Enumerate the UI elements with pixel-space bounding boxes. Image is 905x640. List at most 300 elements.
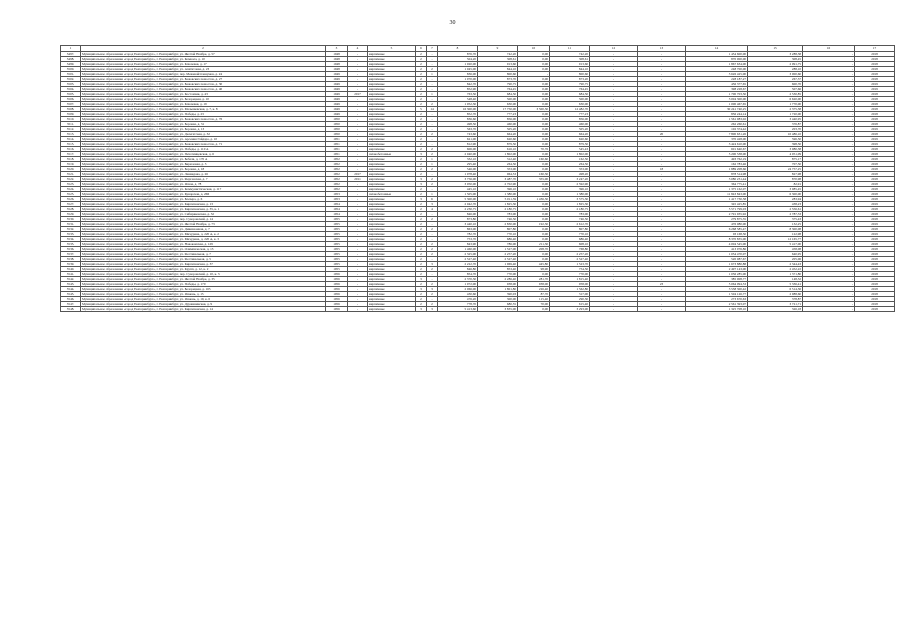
table-cell: 3 050,00 — [438, 182, 478, 187]
table-cell: 596,50 — [748, 137, 803, 142]
table-cell: 770,10 — [550, 232, 590, 237]
table-cell: Муниципальное образование «город Екатеринбург», г. Екатеринбург, ул. Бажовских помостов, д. 71 — [81, 142, 326, 147]
table-cell: 548,40 — [438, 97, 478, 102]
table-cell: - — [427, 277, 438, 282]
table-cell: 1956 — [326, 272, 348, 277]
table-cell: - — [638, 172, 686, 177]
table-cell: кирпичные — [368, 107, 416, 112]
table-cell: 664,20 — [478, 132, 518, 137]
table-cell: 2018 — [855, 72, 895, 77]
table-cell: 958,00 — [550, 282, 590, 287]
table-cell: - — [590, 242, 638, 247]
table-cell: Муниципальное образование «город Екатеринбург», г. Екатеринбург, ул. Ленвидова, д. 26 — [81, 172, 326, 177]
table-cell: 0,00 — [518, 217, 550, 222]
table-cell: 545,43 — [550, 147, 590, 152]
table-cell: 10 486,10 — [748, 132, 803, 137]
table-cell: 6 — [427, 197, 438, 202]
table-cell: - — [348, 277, 368, 282]
page-number: 30 — [449, 20, 456, 26]
column-header: 11 — [550, 46, 590, 52]
table-cell: - — [348, 147, 368, 152]
table-cell: 1 562,80 — [550, 287, 590, 292]
table-cell: 2 — [427, 267, 438, 272]
table-cell: кирпичные — [368, 92, 416, 97]
table-cell: - — [348, 57, 368, 62]
table-cell: Муниципальное образование «город Екатеринбург», г. Екатеринбург, ул. Ферганская, д. 7 — [81, 177, 326, 182]
table-cell: кирпичные — [368, 162, 416, 167]
column-header: 14 — [686, 46, 748, 52]
table-cell: 870,98 — [748, 177, 803, 182]
table-cell: Муниципальное образование «город Екатеринбург», г. Екатеринбург, ул. Мичурина, д. 220 А, к. 2 — [81, 232, 326, 237]
column-header: 2 — [81, 46, 326, 52]
table-cell: 6 514,36 — [748, 287, 803, 292]
table-cell: 2 — [416, 237, 427, 242]
table-cell: 2 — [416, 97, 427, 102]
table-cell: 1955 — [326, 252, 348, 257]
table-cell: - — [803, 172, 855, 177]
table-cell: 3 487,70 — [478, 177, 518, 182]
table-cell: - — [348, 82, 368, 87]
table-cell: кирпичные — [368, 272, 416, 277]
table-cell: 856,00 — [550, 117, 590, 122]
table-cell: 3547. — [61, 302, 81, 307]
table-cell: 6 268 585,47 — [686, 227, 748, 232]
table-cell: 2018 — [855, 217, 895, 222]
table-cell: 0,00 — [518, 77, 550, 82]
table-cell: 1956 — [326, 307, 348, 312]
table-cell: 3 — [427, 307, 438, 312]
table-cell: 390,03 — [478, 292, 518, 297]
table-cell: 460,00 — [550, 122, 590, 127]
table-cell: 3507. — [61, 102, 81, 107]
table-cell: 1951 — [326, 147, 348, 152]
table-cell: - — [803, 117, 855, 122]
table-cell: 1951 — [326, 142, 348, 147]
table-cell: 2 — [416, 252, 427, 257]
table-cell: 279 875,35 — [686, 217, 748, 222]
table-cell: 8 370 835,00 — [686, 237, 748, 242]
table-cell: 2017 — [348, 92, 368, 97]
table-cell: - — [427, 122, 438, 127]
table-cell: 2 — [416, 242, 427, 247]
table-cell: 2 — [427, 302, 438, 307]
table-cell: 208,70 — [518, 247, 550, 252]
table-cell: 2 556,61 — [748, 207, 803, 212]
table-cell: 283,94 — [748, 197, 803, 202]
table-cell: - — [590, 192, 638, 197]
table-cell: 0,00 — [518, 142, 550, 147]
table-cell: 2 — [416, 282, 427, 287]
table-body — [61, 52, 895, 312]
table-cell: 1952 — [326, 187, 348, 192]
table-cell: 1 — [427, 162, 438, 167]
table-cell: - — [803, 97, 855, 102]
table-cell: - — [348, 182, 368, 187]
table-cell: 2 — [427, 282, 438, 287]
column-header: 8 — [438, 46, 478, 52]
table-cell: 3523. — [61, 182, 81, 187]
table-cell: 308,45 — [748, 57, 803, 62]
table-cell: - — [638, 72, 686, 77]
table-cell: 879,50 — [550, 142, 590, 147]
table-cell: Муниципальное образование «город Екатеринбург», г. Екатеринбург, ул. Кирпичанская, д. 37 — [81, 262, 326, 267]
table-cell: - — [348, 52, 368, 57]
table-cell: 2 091,75 — [748, 62, 803, 67]
table-cell: 3509. — [61, 112, 81, 117]
table-cell: 3535. — [61, 242, 81, 247]
table-cell: - — [803, 207, 855, 212]
table-cell: 3 000,60 — [748, 72, 803, 77]
table-cell: 879,50 — [478, 142, 518, 147]
table-cell: 2018 — [855, 97, 895, 102]
table-cell: - — [803, 212, 855, 217]
table-cell: 1 417 730,58 — [686, 197, 748, 202]
table-cell: 3512. — [61, 127, 81, 132]
table-cell: - — [638, 192, 686, 197]
table-cell: 1949 — [326, 107, 348, 112]
table-cell: - — [427, 57, 438, 62]
table-cell: 870 000,00 — [686, 57, 748, 62]
table-cell: - — [638, 307, 686, 312]
table-cell: 3 500,30 — [518, 107, 550, 112]
table-cell: 458,08 — [748, 247, 803, 252]
table-cell: - — [590, 197, 638, 202]
table-cell: - — [638, 262, 686, 267]
table-cell: 3 080 231,44 — [686, 177, 748, 182]
table-cell: - — [348, 62, 368, 67]
table-cell: 3524. — [61, 187, 81, 192]
table-cell: кирпичные — [368, 62, 416, 67]
table-cell: 505,20 — [478, 127, 518, 132]
table-cell: 11 843 843,00 — [686, 192, 748, 197]
table-cell: - — [427, 237, 438, 242]
table-cell: 2 — [416, 57, 427, 62]
table-cell: - — [638, 252, 686, 257]
table-cell: - — [590, 92, 638, 97]
table-cell: 1955 — [326, 217, 348, 222]
table-cell: 3522. — [61, 177, 81, 182]
table-cell: 264,50 — [478, 162, 518, 167]
table-cell: 1954 — [326, 207, 348, 212]
table-cell: 853,40 — [478, 267, 518, 272]
table-cell: 686,40 — [550, 237, 590, 242]
table-cell: кирпичные — [368, 167, 416, 172]
table-cell: 5 417,00 — [748, 242, 803, 247]
table-cell: 1952 — [326, 157, 348, 162]
table-cell: 852,90 — [438, 87, 478, 92]
table-cell: 355,00 — [518, 177, 550, 182]
table-cell: 2018 — [855, 112, 895, 117]
table-cell: - — [590, 207, 638, 212]
table-cell: кирпичные — [368, 142, 416, 147]
table-cell: 1 700 703,50 — [686, 92, 748, 97]
table-cell: 3513. — [61, 132, 81, 137]
table-cell: - — [803, 77, 855, 82]
table-cell: - — [803, 257, 855, 262]
table-cell: 1 375 162,07 — [686, 187, 748, 192]
table-cell: 4 — [427, 207, 438, 212]
table-cell: 1949 — [326, 77, 348, 82]
table-cell: 2 — [416, 167, 427, 172]
table-cell: - — [590, 57, 638, 62]
table-cell: - — [638, 267, 686, 272]
table-cell: - — [590, 182, 638, 187]
table-cell: Муниципальное образование «город Екатеринбург», г. Екатеринбург, ул. Пехотинцевская, д. 6 — [81, 152, 326, 157]
table-cell: 1 815,40 — [550, 277, 590, 282]
table-cell: 807,80 — [550, 227, 590, 232]
table-cell: - — [590, 142, 638, 147]
table-cell: - — [348, 97, 368, 102]
table-cell: - — [803, 57, 855, 62]
table-cell: кирпичные — [368, 292, 416, 297]
table-cell: - — [348, 192, 368, 197]
table-cell: 2 375,38 — [748, 107, 803, 112]
table-cell: Муниципальное образование «город Екатеринбург», г. Екатеринбург, ул. Дружининская, д. 9 — [81, 302, 326, 307]
table-cell: 680,55 — [478, 302, 518, 307]
table-cell: 3 — [416, 287, 427, 292]
table-cell: 1 056 285,00 — [686, 272, 748, 277]
table-cell: Муниципальное образование «город Екатеринбург», г. Екатеринбург, ул. Кирпичанская, д. 13 — [81, 202, 326, 207]
table-cell: 3497. — [61, 52, 81, 57]
table-cell: 913,60 — [550, 62, 590, 67]
table-cell: - — [803, 167, 855, 172]
table-cell: 783,00 — [550, 212, 590, 217]
table-cell: 288,10 — [748, 67, 803, 72]
table-cell: - — [638, 272, 686, 277]
table-cell: 2018 — [855, 62, 895, 67]
table-cell: - — [638, 277, 686, 282]
table-cell: 768,80 — [550, 247, 590, 252]
table-cell: 0,00 — [518, 117, 550, 122]
table-cell: 875,17 — [748, 157, 803, 162]
table-cell: Муниципальное образование «город Екатеринбург», г. Екатеринбург, ул. Ключевая, д. 17 — [81, 62, 326, 67]
table-cell: - — [638, 57, 686, 62]
table-cell: 2018 — [855, 122, 895, 127]
table-cell: шлакобетонные — [368, 152, 416, 157]
table-cell: 3500. — [61, 67, 81, 72]
table-cell: 2 — [416, 147, 427, 152]
table-cell: 2018 — [855, 152, 895, 157]
table-cell: кирпичные — [368, 97, 416, 102]
table-cell: - — [803, 127, 855, 132]
table-cell: 1950 — [326, 132, 348, 137]
table-cell: - — [590, 82, 638, 87]
table-cell: 1955 — [326, 262, 348, 267]
table-cell: кирпичные — [368, 262, 416, 267]
table-cell: 3526. — [61, 197, 81, 202]
table-cell: 2018 — [855, 297, 895, 302]
table-cell: 18 — [638, 167, 686, 172]
table-cell: 5 336,41 — [748, 282, 803, 287]
column-header: 12 — [590, 46, 638, 52]
table-cell: 1 325 708,10 — [686, 307, 748, 312]
table-cell: - — [638, 222, 686, 227]
table-cell: 3533. — [61, 232, 81, 237]
table-cell: 2 — [416, 77, 427, 82]
table-cell: 2 — [427, 252, 438, 257]
table-cell: 520 087,67 — [686, 257, 748, 262]
table-cell: 148,32 — [748, 277, 803, 282]
table-cell: 812,90 — [438, 142, 478, 147]
table-cell: 2 527,40 — [550, 257, 590, 262]
table-cell: 312,40 — [478, 157, 518, 162]
table-cell: 1956 — [326, 277, 348, 282]
table-cell: 3530. — [61, 217, 81, 222]
table-cell: - — [803, 122, 855, 127]
table-cell: 3 — [416, 152, 427, 157]
table-cell: - — [427, 127, 438, 132]
table-cell: 2 — [427, 292, 438, 297]
table-cell: 3546. — [61, 297, 81, 302]
table-cell: 846,00 — [438, 212, 478, 217]
table-cell: кирпичные — [368, 227, 416, 232]
table-cell: - — [348, 157, 368, 162]
table-cell: 913,60 — [478, 62, 518, 67]
table-cell: 1 — [427, 157, 438, 162]
table-cell: 1950 — [326, 117, 348, 122]
table-cell: 3537. — [61, 252, 81, 257]
table-cell: 2 702,90 — [478, 182, 518, 187]
table-cell: - — [590, 272, 638, 277]
table-cell: 770,00 — [550, 272, 590, 277]
table-cell: 2 180,75 — [478, 207, 518, 212]
table-cell: Муниципальное образование «город Екатеринбург», г. Екатеринбург, ул. Ключевая, д. 19 — [81, 102, 326, 107]
table-cell: - — [803, 137, 855, 142]
table-cell: 1 436,30 — [518, 197, 550, 202]
table-cell: 2 — [416, 302, 427, 307]
table-cell: 630,00 — [550, 102, 590, 107]
table-cell: 3543. — [61, 282, 81, 287]
table-cell: 2018 — [855, 267, 895, 272]
table-cell: 1955 — [326, 232, 348, 237]
column-header: 5 — [368, 46, 416, 52]
column-header: 1 — [61, 46, 81, 52]
table-cell: Муниципальное образование «город Екатеринбург», г. Екатеринбург, ул. Желтой Ноябре, д. 73 — [81, 222, 326, 227]
table-cell: Муниципальное образование «город Екатеринбург», г. Екатеринбург, ул. Белорецкая, д. 165 — [81, 287, 326, 292]
table-cell: 2 042,70 — [438, 202, 478, 207]
table-cell: 1 720,00 — [748, 112, 803, 117]
table-cell: - — [590, 217, 638, 222]
table-cell: - — [348, 217, 368, 222]
table-cell: 3532. — [61, 227, 81, 232]
table-cell: 505,20 — [550, 127, 590, 132]
table-cell: - — [803, 232, 855, 237]
table-cell: кирпичные — [368, 267, 416, 272]
table-cell: 686,40 — [478, 237, 518, 242]
table-cell: 1952 — [326, 177, 348, 182]
table-cell: - — [590, 257, 638, 262]
table-cell: 2 — [416, 132, 427, 137]
table-cell: 8 300,08 — [748, 227, 803, 232]
table-cell: 1 045,00 — [438, 67, 478, 72]
table-cell: 2018 — [855, 212, 895, 217]
table-cell: 82,91 — [748, 182, 803, 187]
table-cell: - — [590, 62, 638, 67]
table-cell: - — [803, 302, 855, 307]
table-cell: 2 370,30 — [438, 277, 478, 282]
table-cell: 70,76 — [518, 147, 550, 152]
table-cell: - — [638, 237, 686, 242]
table-cell: - — [590, 147, 638, 152]
table-cell: 2 — [427, 167, 438, 172]
table-cell: - — [427, 222, 438, 227]
table-cell: - — [638, 142, 686, 147]
table-cell: 2019 — [855, 222, 895, 227]
table-cell: 1953 — [326, 192, 348, 197]
table-cell: 3510. — [61, 117, 81, 122]
table-cell: 162 783,46 — [686, 162, 748, 167]
table-cell: - — [803, 202, 855, 207]
table-cell: кирпичные — [368, 177, 416, 182]
table-cell: 326,18 — [748, 307, 803, 312]
table-cell: - — [590, 292, 638, 297]
table-cell: - — [638, 257, 686, 262]
table-cell: 445,10 — [438, 187, 478, 192]
table-cell: кирпичные — [368, 122, 416, 127]
column-header: 3 — [326, 46, 348, 52]
table-cell: 3508. — [61, 107, 81, 112]
table-cell: 746,50 — [478, 217, 518, 222]
table-cell: 938,00 — [478, 282, 518, 287]
table-cell: 852,70 — [438, 112, 478, 117]
table-cell: 7 800 631,26 — [686, 132, 748, 137]
table-cell: 93 168,50 — [686, 232, 748, 237]
table-cell: кирпичные — [368, 77, 416, 82]
table-cell: 1 380,00 — [550, 192, 590, 197]
table-cell: 122,98 — [748, 232, 803, 237]
table-cell: 770,00 — [478, 272, 518, 277]
column-header: 16 — [803, 46, 855, 52]
table-cell: 398 228,67 — [686, 87, 748, 92]
table-cell: Муниципальное образование «город Екатеринбург», г. Екатеринбург, ул. Боровая, д. 31 — [81, 122, 326, 127]
table-cell: 764,45 — [550, 87, 590, 92]
table-cell: - — [803, 52, 855, 57]
table-cell: - — [427, 272, 438, 277]
table-cell: 12 482,70 — [550, 107, 590, 112]
table-cell: Муниципальное образование «город Екатеринбург», г. Екатеринбург, ул. Сибиряковская, д. 32 — [81, 212, 326, 217]
table-cell: - — [348, 197, 368, 202]
table-cell: 1951 — [326, 152, 348, 157]
table-cell: - — [803, 272, 855, 277]
table-cell: 873,70 — [478, 77, 518, 82]
table-cell: 3 440,10 — [438, 222, 478, 227]
table-cell: - — [803, 87, 855, 92]
table-cell: - — [348, 252, 368, 257]
table-cell: кирпичные — [368, 52, 416, 57]
table-cell: 620,60 — [478, 137, 518, 142]
table-cell: 498,50 — [438, 122, 478, 127]
table-cell: 2 325,00 — [438, 252, 478, 257]
table-cell: 0,00 — [518, 307, 550, 312]
table-cell: - — [638, 292, 686, 297]
table-cell: 3529. — [61, 212, 81, 217]
table-cell: 1950 — [326, 127, 348, 132]
table-cell: - — [590, 112, 638, 117]
table-cell: 1 504 126,77 — [686, 292, 748, 297]
table-cell: 1 802,00 — [478, 152, 518, 157]
table-cell: - — [427, 232, 438, 237]
table-cell: 3 004 300,00 — [686, 97, 748, 102]
table-cell: 3521. — [61, 172, 81, 177]
table-cell: 3531. — [61, 222, 81, 227]
table-cell: 1 371,80 — [748, 272, 803, 277]
table-cell: кирпичные — [368, 297, 416, 302]
table-cell: 2019 — [855, 202, 895, 207]
table-cell: 684,50 — [478, 92, 518, 97]
table-cell: кирпичные — [368, 257, 416, 262]
table-cell: - — [348, 247, 368, 252]
table-cell: 2 — [416, 157, 427, 162]
